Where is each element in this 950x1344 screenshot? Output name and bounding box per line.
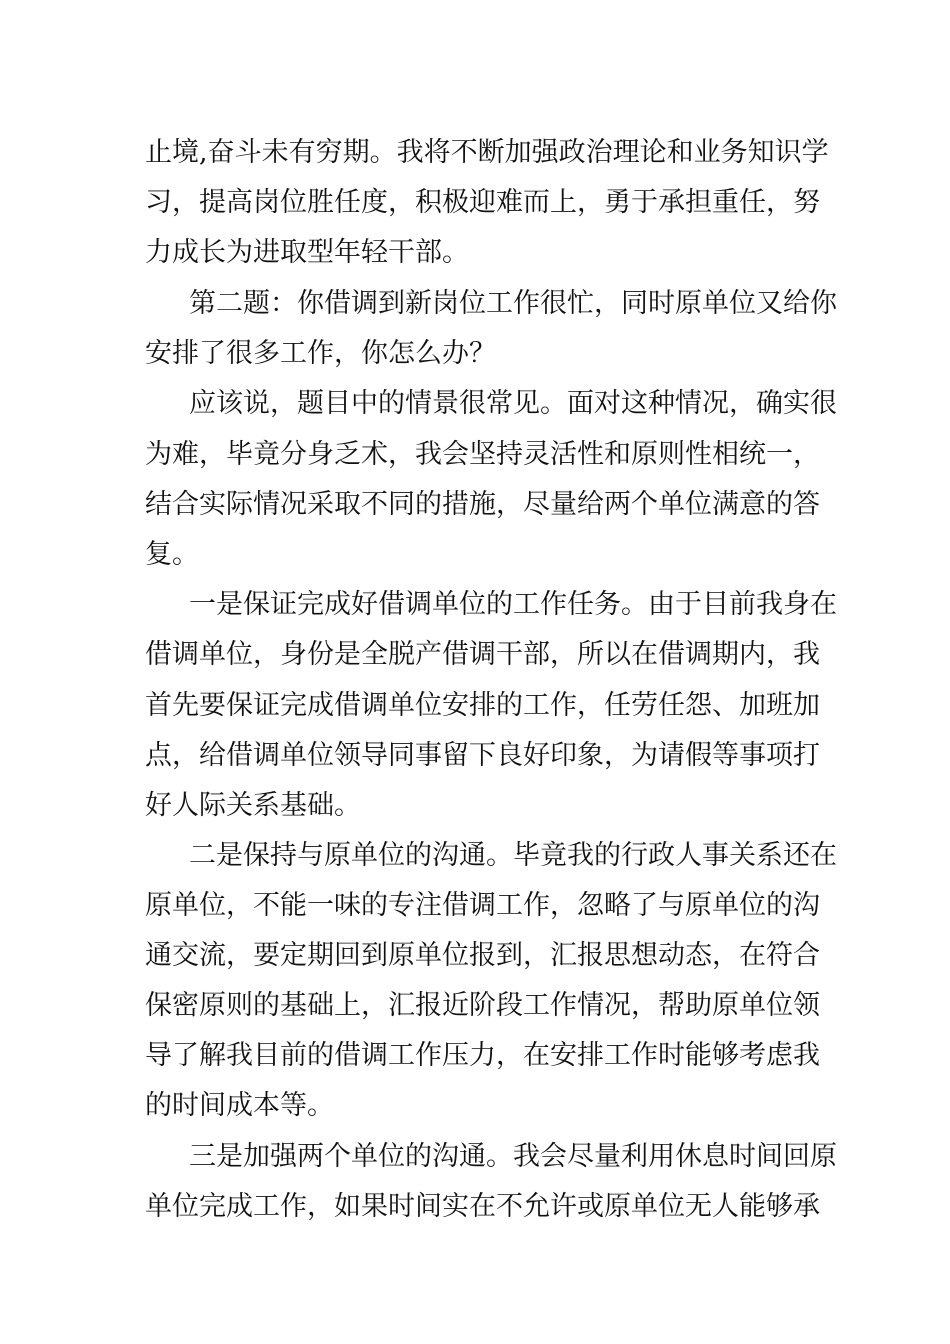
text-line-3: 力成长为进取型年轻干部。 — [145, 237, 469, 268]
text-line-5: 安排了很多工作，你怎么办？ — [145, 338, 496, 369]
text-line-11: 借调单位，身份是全脱产借调干部，所以在借调期内，我 — [145, 639, 820, 670]
text-line-18: 保密原则的基础上，汇报近阶段工作情况，帮助原单位领 — [145, 990, 820, 1021]
text-line-22: 单位完成工作，如果时间实在不允许或原单位无人能够承 — [145, 1191, 820, 1222]
text-line-10: 一是保证完成好借调单位的工作任务。由于目前我身在 — [189, 589, 837, 620]
text-line-7: 为难，毕竟分身乏术，我会坚持灵活性和原则性相统一， — [145, 439, 820, 470]
text-line-16: 原单位，不能一味的专注借调工作，忽略了与原单位的沟 — [145, 890, 820, 921]
text-line-19: 导了解我目前的借调工作压力，在安排工作时能够考虑我 — [145, 1040, 820, 1071]
text-line-20: 的时间成本等。 — [145, 1090, 334, 1121]
text-line-9: 复。 — [145, 539, 199, 570]
text-line-6: 应该说，题目中的情景很常见。面对这种情况，确实很 — [189, 388, 837, 419]
text-line-17: 通交流，要定期回到原单位报到，汇报思想动态，在符合 — [145, 940, 820, 971]
text-line-14: 好人际关系基础。 — [145, 790, 361, 821]
text-line-2: 习，提高岗位胜任度，积极迎难而上，勇于承担重任，努 — [145, 187, 820, 218]
text-line-15: 二是保持与原单位的沟通。毕竟我的行政人事关系还在 — [189, 840, 837, 871]
text-line-21: 三是加强两个单位的沟通。我会尽量利用休息时间回原 — [189, 1141, 837, 1172]
question-heading: 第二题：你借调到新岗位工作很忙，同时原单位又给你 — [189, 288, 837, 319]
text-line-1: 止境,奋斗未有穷期。我将不断加强政治理论和业务知识学 — [145, 137, 829, 168]
text-line-8: 结合实际情况采取不同的措施，尽量给两个单位满意的答 — [145, 489, 820, 520]
text-line-13: 点，给借调单位领导同事留下良好印象，为请假等事项打 — [145, 740, 820, 771]
text-line-12: 首先要保证完成借调单位安排的工作，任劳任怨、加班加 — [145, 690, 820, 721]
